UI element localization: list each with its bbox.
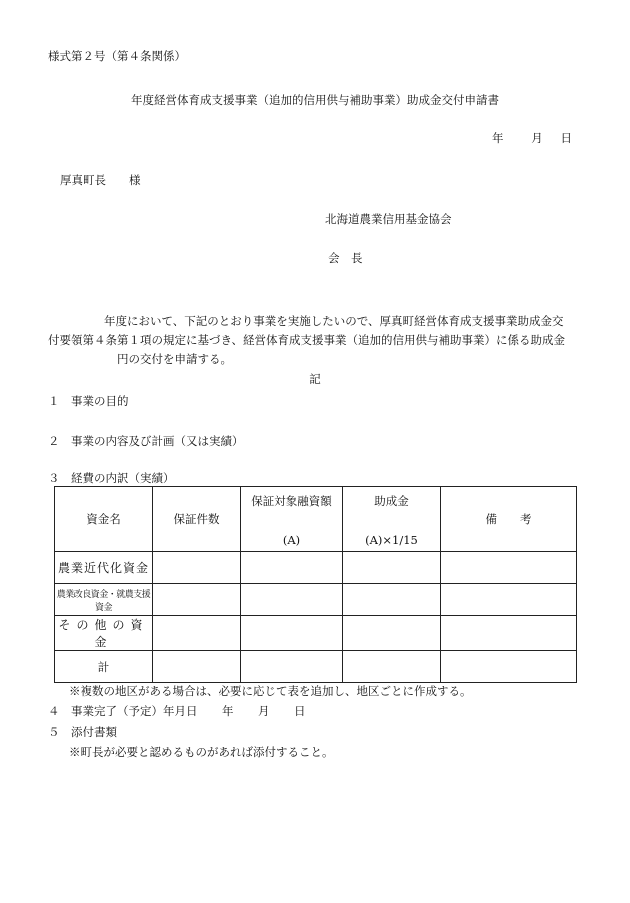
table-cell [343, 552, 441, 584]
table-cell [441, 552, 577, 584]
table-cell [153, 552, 241, 584]
section-purpose: １ 事業の目的 [48, 394, 129, 408]
completion-day: 日 [294, 704, 306, 718]
application-date [492, 130, 572, 146]
header-guarantee-amount-sub: (A) [282, 533, 301, 547]
table-cell [153, 651, 241, 683]
table-cell [343, 616, 441, 651]
date-day: 日 [560, 131, 572, 145]
section-expense-breakdown: ３ 経費の内訳（実績） [48, 471, 175, 485]
body-line-1: 年度において、下記のとおり事業を実施したいので、厚真町経営体育成支援事業助成金交 [104, 314, 564, 328]
organization-name: 北海道農業信用基金協会 [325, 212, 452, 226]
section-attachments: ５ 添付書類 [48, 725, 117, 739]
table-cell [441, 616, 577, 651]
header-subsidy-sub: (A)×1/15 [365, 533, 418, 547]
table-row [55, 552, 577, 584]
header-guarantee-count: 保証件数 [153, 487, 241, 552]
date-month: 月 [531, 131, 543, 145]
row-label-total: 計 [55, 651, 153, 683]
table-cell [241, 552, 343, 584]
header-subsidy [343, 487, 441, 552]
table-cell [441, 651, 577, 683]
header-fund-name: 資金名 [55, 487, 153, 552]
table-cell [153, 584, 241, 616]
form-number: 様式第２号（第４条関係） [48, 49, 186, 63]
table-cell [241, 584, 343, 616]
document-title: 年度経営体育成支援事業（追加的信用供与補助事業）助成金交付申請書 [131, 93, 499, 107]
table-row [55, 584, 577, 616]
row-label-other: その他の資金 [55, 616, 153, 651]
section-completion-date [48, 703, 306, 719]
table-cell [343, 651, 441, 683]
ki-heading: 記 [309, 372, 321, 386]
table-cell [241, 651, 343, 683]
section-content-plan: ２ 事業の内容及び計画（又は実績） [48, 434, 244, 448]
completion-date-label: ４ 事業完了（予定）年月日 [48, 704, 198, 718]
date-year: 年 [492, 131, 504, 145]
row-label-improvement: 農業改良資金・就農支援資金 [55, 584, 153, 616]
table-cell [241, 616, 343, 651]
body-line-2: 付要領第４条第１項の規定に基づき、経営体育成支援事業（追加的信用供与補助事業）に係る助成金 [48, 333, 566, 347]
addressee: 厚真町長 様 [60, 173, 141, 187]
completion-year: 年 [222, 704, 234, 718]
header-subsidy-label: 助成金 [374, 494, 409, 508]
table-note: ※複数の地区がある場合は、必要に応じて表を追加し、地区ごとに作成する。 [69, 684, 472, 698]
table-header-row [55, 487, 577, 552]
table-cell [441, 584, 577, 616]
expense-table [54, 486, 577, 683]
header-guarantee-amount [241, 487, 343, 552]
table-cell [343, 584, 441, 616]
header-guarantee-amount-label: 保証対象融資額 [251, 494, 332, 508]
attachment-note: ※町長が必要と認めるものがあれば添付すること。 [69, 745, 334, 759]
table-cell [153, 616, 241, 651]
row-label-modernization: 農業近代化資金 [55, 552, 153, 584]
completion-month: 月 [258, 704, 270, 718]
header-remarks: 備 考 [441, 487, 577, 552]
representative-title: 会 長 [328, 251, 363, 265]
body-line-3: 円の交付を申請する。 [117, 352, 232, 366]
table-row [55, 616, 577, 651]
table-row [55, 651, 577, 683]
